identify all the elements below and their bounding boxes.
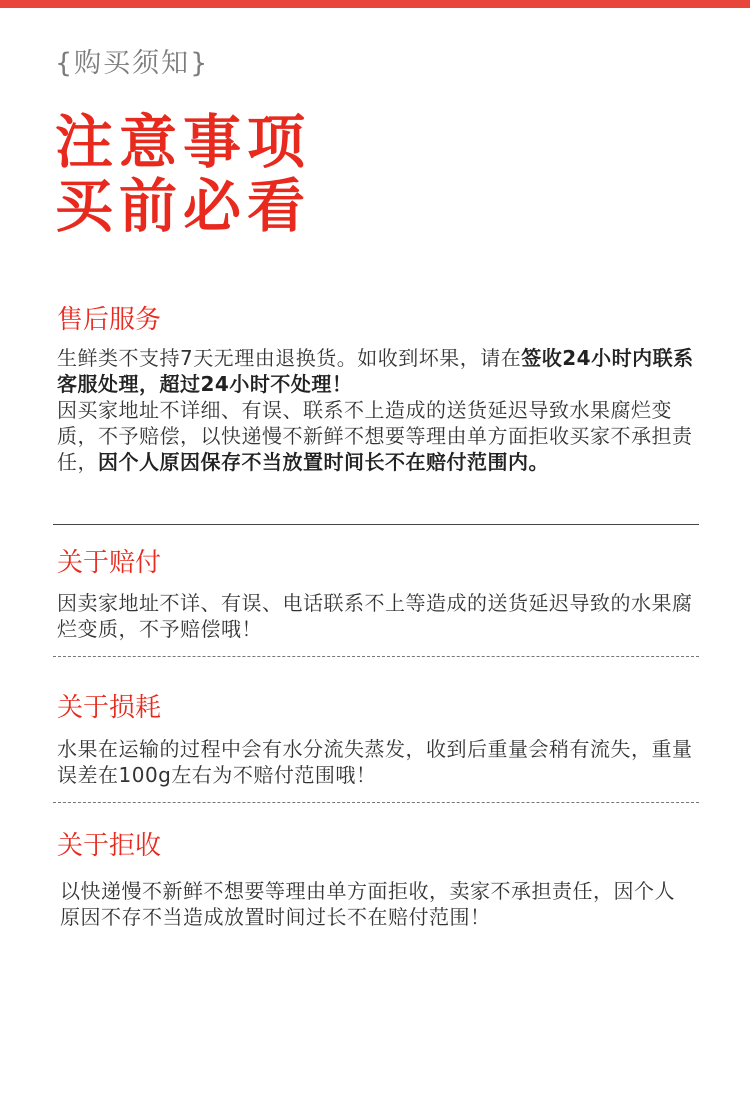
loss-body: 水果在运输的过程中会有水分流失蒸发，收到后重量会稍有流失，重量误差在100g左右为不赔付范围哦！: [57, 737, 693, 787]
after-sales-text-2: 因买家地址不详细、有误、联系不上造成的送货延迟导致水果腐烂变质，不予赔偿，以快递慢不新鲜不想要等理由单方面拒收买家不承担责任，: [57, 398, 693, 474]
after-sales-heading: 售后服务: [57, 305, 162, 335]
loss-heading: 关于损耗: [57, 693, 162, 723]
section-divider: [53, 524, 699, 525]
section-tag: {购买须知}: [55, 48, 210, 79]
after-sales-text: 生鲜类不支持7天无理由退换货。如收到坏果，请在: [57, 346, 522, 370]
after-sales-emphasis-2: 因个人原因保存不当放置时间长不在赔付范围内。: [98, 450, 549, 474]
after-sales-body: [57, 345, 697, 475]
rejection-body: 以快递慢不新鲜不想要等理由单方面拒收，卖家不承担责任，因个人原因不存不当造成放置时间过长不在赔付范围！: [60, 879, 675, 929]
compensation-body: 因卖家地址不详、有误、电话联系不上等造成的送货延迟导致的水果腐烂变质，不予赔偿哦！: [57, 591, 693, 641]
page-title-line-1: 注意事项: [55, 108, 312, 176]
compensation-heading: 关于赔付: [57, 548, 162, 578]
rejection-heading: 关于拒收: [57, 831, 162, 861]
top-accent-bar: [0, 0, 750, 8]
section-divider: [53, 802, 699, 803]
page-title-line-2: 买前必看: [55, 172, 312, 240]
after-sales-emphasis: 签收24小时内联系客服处理，超过24小时不处理！: [57, 346, 694, 396]
section-divider: [53, 656, 699, 657]
